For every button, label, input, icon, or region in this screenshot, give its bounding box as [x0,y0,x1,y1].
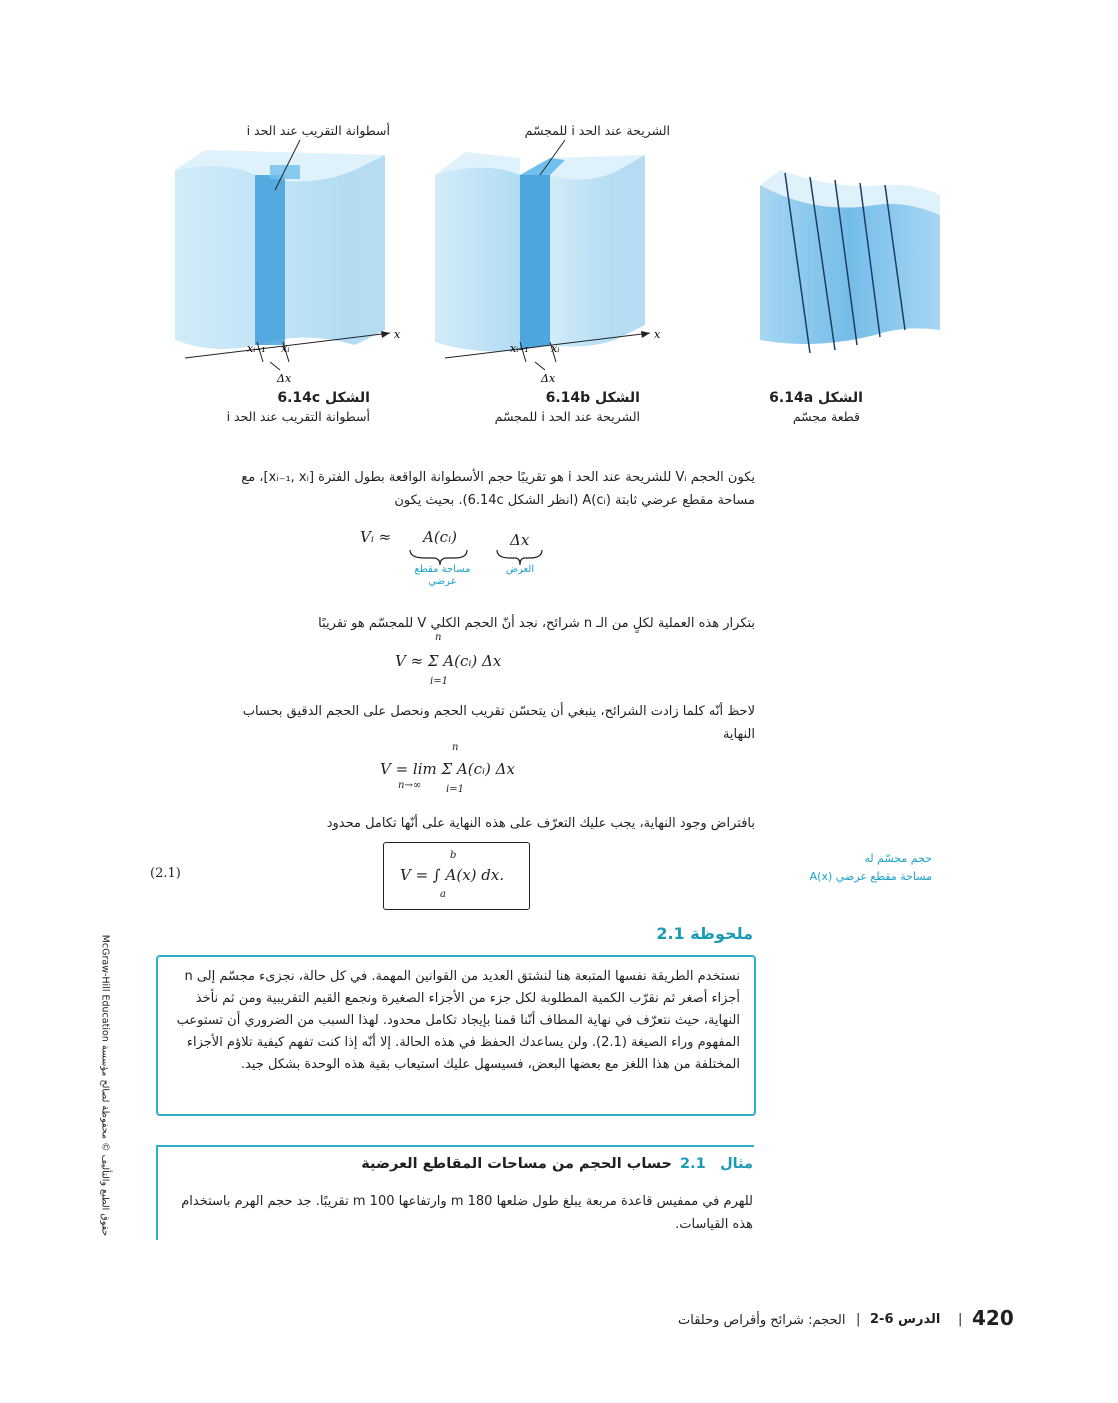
fig-a-caption-title: الشكل 6.14a [769,390,863,406]
note-body: نستخدم الطريقة نفسها المتبعة هنا لنشتق العديد من القوانين المهمة. في كل حالة، نجزىء مجسّم إلى n أجزاء أصغر ثم نقرّب الكمية المطلوبة لكل جزء من الأجزاء الصغيرة ونجمع القيم التقريبية ومن ثم نأخذ النهاية، حيث نتعرّف في نهاية المطاف أنّنا قمنا بإيجاد تكامل محدود. لهذا السبب من الضروري أن تستوعب المفهوم وراء الصيغة (2.1). ولن يساعدك الحفظ في هذه الحالة. إلا أنّه إذا كنت تفهم كيفية تلاؤم الأجزاء المختلفة من هذا اللغز مع بعضها البعض، فسيسهل عليك استيعاب بقية هذه الوحدة بشكل جيد. [176,969,740,1072]
equation-2: V ≈ Σ A(cᵢ) Δx [395,652,502,670]
example-body: للهرم في ممفيس قاعدة مربعة يبلغ طول ضلعها 180 m وارتفاعها 100 m تقريبًا. جد حجم الهرم باستخدام هذه القياسات. [181,1194,753,1232]
footer-lesson: الدرس 6-2 [870,1312,941,1327]
equation-1-area: A(cᵢ) [423,528,457,546]
equation-3-upper: n [452,742,459,753]
page-number: 420 [972,1306,1014,1330]
fig-c-illustration [165,130,405,390]
fig-b-caption-sub: الشريحة عند الحد i للمجسّم [494,409,640,424]
equation-2-lower: i=1 [430,676,448,687]
fig-c-cylinder [255,175,285,345]
equation-4-upper: b [450,850,457,861]
vertical-credit: McGraw-Hill Education حقوق الطبع والتأليف © محفوظة لصالح مؤسسة [99,934,111,1237]
equation-4-lower: a [440,889,446,900]
fig-b-tick-left: xᵢ₋₁ [510,342,529,355]
fig-b-caption-title: الشكل 6.14b [545,390,640,406]
fig-c-axis-label: x [394,328,401,341]
fig-c-delta: Δx [277,372,292,385]
example-number: 2.1 [680,1156,706,1172]
equation-1-lhs: Vᵢ ≈ [360,528,392,546]
fig-b-illustration [425,130,665,390]
paragraph-3: لاحظ أنّه كلما زادت الشرائح، ينبغي أن يتحسّن تقريب الحجم ونحصل على الحجم الدقيق بحساب النهاية [242,704,755,742]
paragraph-4: بافتراض وجود النهاية، يجب عليك التعرّف على هذه النهاية على أنّها تكامل محدود [326,816,755,831]
equation-1-width-label: العرض [505,564,535,575]
fig-b-top-label: الشريحة عند الحد i للمجسّم [524,123,670,138]
fig-c-tick-left: xᵢ₋₁ [247,342,266,355]
equation-2-upper: n [435,632,442,643]
equation-3-limit: n→∞ [398,780,422,791]
side-note-line-2: مساحة مقطع عرضي A(x) [809,870,932,883]
side-note-line-1: حجم مجسّم له [864,852,932,865]
equation-3-lower: i=1 [446,784,464,795]
fig-b-slice [520,175,550,350]
paragraph-1: يكون الحجم Vᵢ للشريحة عند الحد i هو تقريبًا حجم الأسطوانة الواقعة بطول الفترة [xᵢ₋₁, xᵢ]، مع مساحة مقطع عرضي ثابتة A(cᵢ) (انظر الشكل 6.14c). بحيث يكون [241,470,755,508]
equation-1-width: Δx [510,531,530,549]
equation-1-area-label: مساحة مقطع عرضي [414,564,471,587]
fig-a-caption-sub: قطعة مجسّم [792,409,860,424]
equation-4-number: (2.1) [150,866,181,881]
equation-4: V = ∫ A(x) dx. [400,866,505,884]
equation-3: V = lim Σ A(cᵢ) Δx [380,760,515,778]
footer-separator-2: | [958,1312,963,1327]
example-divider [156,1145,754,1147]
example-title: حساب الحجم من مساحات المقاطع العرضية [361,1156,672,1172]
fig-a-illustration [755,165,945,365]
fig-b-delta: Δx [541,372,556,385]
fig-c-caption-sub: أسطوانة التقريب عند الحد i [226,409,370,424]
fig-c-top-label: أسطوانة التقريب عند الحد i [246,123,390,138]
example-left-rule [156,1145,158,1240]
footer-separator-1: | [856,1312,861,1327]
footer-lesson-title: الحجم: شرائح وأقراص وحلقات [678,1313,846,1328]
fig-b-axis-label: x [654,328,661,341]
fig-c-tick-right: xᵢ [281,342,290,355]
fig-a-solid [760,170,940,353]
paragraph-2: بتكرار هذه العملية لكلٍ من الـ n شرائح، نجد أنّ الحجم الكلي V للمجسّم هو تقريبًا [318,616,755,631]
fig-b-tick-right: xᵢ [551,342,560,355]
fig-c-caption-title: الشكل 6.14c [277,390,370,406]
note-title: ملحوظة 2.1 [656,924,753,943]
example-label: مثال [720,1156,753,1172]
